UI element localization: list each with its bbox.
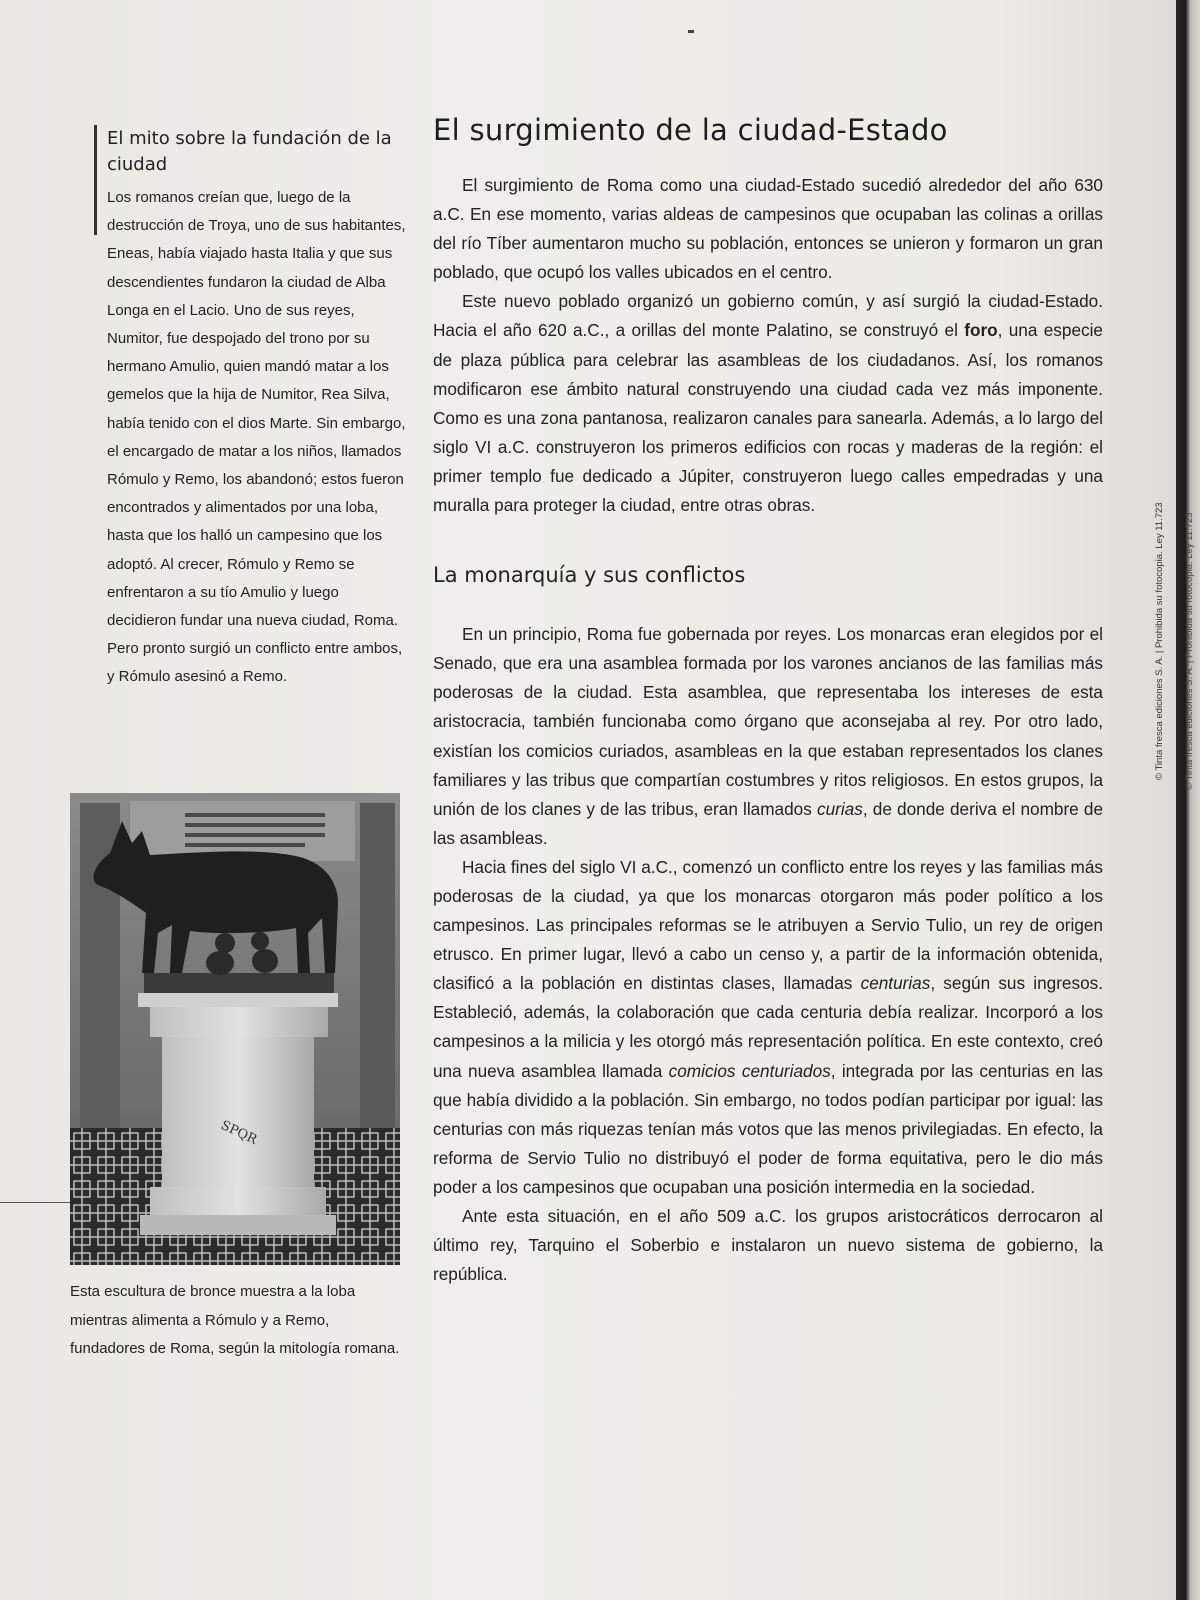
wolf-sculpture-photo <box>70 793 400 1265</box>
paragraph-4-text-b: , según sus ingresos. Estableció, además, la colaboración que cada centuria debía realizar. Incorporó a los campesinos a la milicia y les otorgó más representación política. En este contexto, creó una nueva asamblea llamada <box>433 973 1103 1081</box>
term-comicios-centuriados: comicios centuriados <box>668 1060 831 1081</box>
sidebar-title: El mito sobre la fundación de la ciudad <box>107 128 392 175</box>
paragraph-5: Ante esta situación, en el año 509 a.C. los grupos aristocráticos derrocaron al último rey, Tarquino el Soberbio e instalaron un nuevo sistema de gobierno, la república. <box>433 1206 1103 1285</box>
keyword-foro: foro <box>964 320 998 341</box>
sidebar-body: Los romanos creían que, luego de la destrucción de Troya, uno de sus habitantes, Eneas, había viajado hasta Italia y que sus descendientes fundaron la ciudad de Alba Longa en el Lacio. Uno de sus reyes, Numitor, fue despojado del trono por su hermano Amulio, quien mandó matar a los gemelos que la hija de Numitor, Rea Silva, había tenido con el dios Marte. Sin embargo, el encargado de matar a los niños, llamados Rómulo y Remo, los abandonó; estos fueron encontrados y alimentados por una loba, hasta que los halló un campesino que los adoptó. Al crecer, Rómulo y Remo se enfrentaron a su tío Amulio y luego decidieron fundar una nueva ciudad, Roma. Pero pronto surgió un conflicto entre ambos, y Rómulo asesinó a Remo. <box>107 189 406 686</box>
paragraph-1: El surgimiento de Roma como una ciudad-Estado sucedió alrededor del año 630 a.C. En ese momento, varias aldeas de campesinos que ocupaban las colinas a orillas del río Tíber aumentaron mucho su población, entonces se unieron y formaron un gran poblado, que ocupó los valles ubicados en el centro. <box>433 175 1103 283</box>
copyright-notice: © Tinta fresca ediciones S. A. | Prohibida su fotocopia. Ley 11.723 <box>1154 502 1165 780</box>
paragraph-4 <box>433 853 1103 1202</box>
main-article <box>433 108 1103 1289</box>
spqr-inscription: SPQR <box>218 1118 260 1148</box>
page-title: El surgimiento de la ciudad-Estado <box>433 113 948 147</box>
section-subtitle: La monarquía y sus conflictos <box>433 563 746 588</box>
book-spine <box>1176 0 1200 1600</box>
paragraph-2-text-b: , una especie de plaza pública para celebrar las asambleas de los ciudadanos. Así, los romanos modificaron ese ámbito natural construyendo una ciudad cada vez más imponente. Como es una zona pantanosa, realizaron canales para sanearla. Además, a lo largo del siglo VI a.C. construyeron los primeros edificios con rocas y maderas de la región: el primer templo fue dedicado a Júpiter, construyeron luego calles empedradas y una muralla para proteger la ciudad, entre otras obras. <box>433 320 1103 516</box>
copyright-notice-edge: © Tinta fresca ediciones S. A. | Prohibida su fotocopia. Ley 11.723 <box>1184 512 1195 790</box>
term-curias: curias <box>816 798 863 819</box>
paragraph-3 <box>433 620 1103 853</box>
page-rule <box>0 1202 70 1203</box>
paragraph-2-text-a: Este nuevo poblado organizó un gobierno común, y así surgió la ciudad-Estado. Hacia el año 620 a.C., a orillas del monte Palatino, se construyó el <box>433 291 1103 341</box>
paragraph-3-text-a: En un principio, Roma fue gobernada por reyes. Los monarcas eran elegidos por el Senado, que era una asamblea formada por los varones ancianos de las familias más poderosas de la ciudad. Esta asamblea, que representaba los intereses de esta aristocracia, también funcionaba como órgano que aconsejaba al rey. Por otro lado, existían los comicios curiados, asambleas en la que estaban representados los clanes familiares y las tribus que compartían costumbres y ritos religiosos. En estos grupos, la unión de los clanes y de las tribus, eran llamados <box>433 624 1103 819</box>
sidebar-accent-bar <box>94 125 97 235</box>
page-mark <box>688 30 694 33</box>
paragraph-3-text-b: , de donde deriva el nombre de las asambleas. <box>433 798 1103 848</box>
wolf-sculpture-illustration <box>70 793 400 1265</box>
myth-sidebar <box>107 126 407 692</box>
paragraph-2 <box>433 287 1103 520</box>
paragraph-4-text-a: Hacia fines del siglo VI a.C., comenzó un conflicto entre los reyes y las familias más poderosas de la ciudad, ya que los monarcas otorgaron más poder político a los campesinos. Las principales reformas se le atribuyen a Servio Tulio, un rey de origen etrusco. En primer lugar, llevó a cabo un censo y, a partir de la información obtenida, clasificó a la población en distintas clases, llamadas <box>433 856 1103 994</box>
figure-caption: Esta escultura de bronce muestra a la loba mientras alimenta a Rómulo y a Remo, fundadores de Roma, según la mitología romana. <box>70 1283 400 1357</box>
term-centurias: centurias <box>860 973 931 994</box>
paragraph-4-text-c: , integrada por las centurias en las que había dividido a la población. Sin embargo, no todos podían participar por igual: las centurias con más riquezas tenían más votos que las menos privilegiadas. En efecto, la reforma de Servio Tulio no distribuyó el poder de forma equitativa, pero le dio más poder a los campesinos que ocupaban una posición intermedia en la sociedad. <box>433 1060 1103 1197</box>
